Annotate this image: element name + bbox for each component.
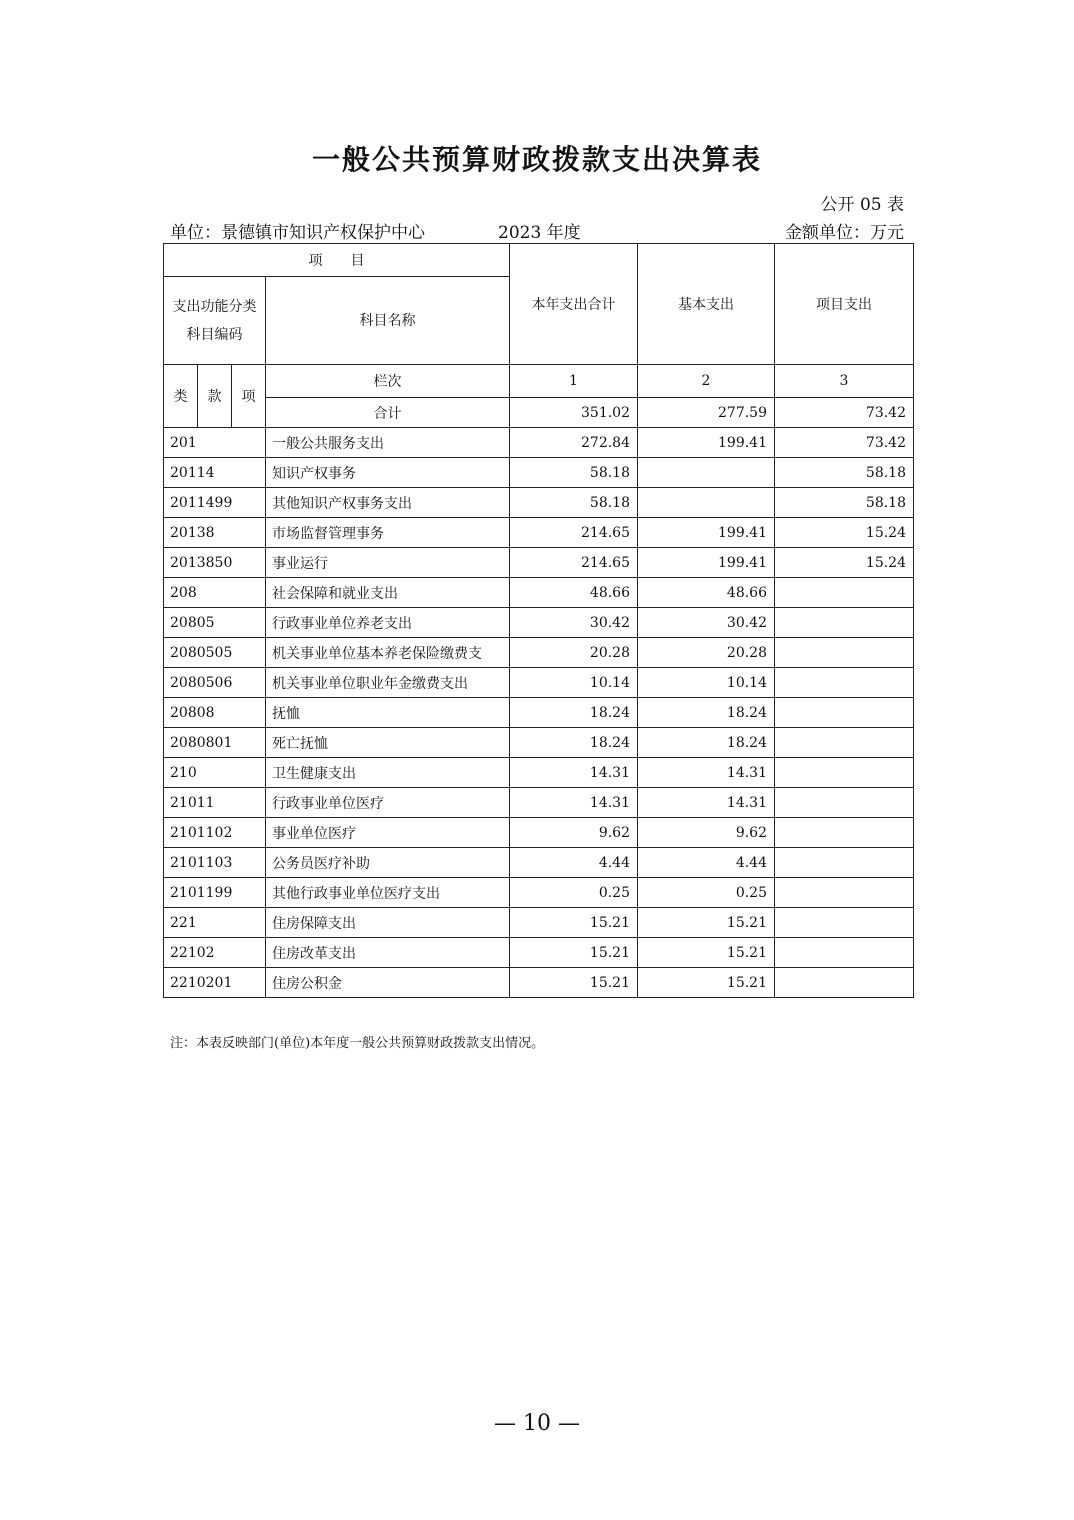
row-total: 14.31 xyxy=(510,758,638,788)
row-name: 知识产权事务 xyxy=(266,458,510,488)
table-row xyxy=(164,968,914,998)
row-name: 市场监督管理事务 xyxy=(266,518,510,548)
table-row xyxy=(164,818,914,848)
row-basic: 15.21 xyxy=(638,938,775,968)
row-name: 事业单位医疗 xyxy=(266,818,510,848)
header-project: 项目支出 xyxy=(775,244,914,365)
row-basic: 199.41 xyxy=(638,548,775,578)
total-project: 73.42 xyxy=(775,398,914,428)
row-total: 15.21 xyxy=(510,938,638,968)
table-row xyxy=(164,698,914,728)
header-row-item xyxy=(164,244,914,277)
row-total: 58.18 xyxy=(510,488,638,518)
row-code: 2101199 xyxy=(164,878,266,908)
row-code: 221 xyxy=(164,908,266,938)
table-row xyxy=(164,788,914,818)
row-name: 住房保障支出 xyxy=(266,908,510,938)
row-code: 2080505 xyxy=(164,638,266,668)
row-basic: 20.28 xyxy=(638,638,775,668)
row-total: 214.65 xyxy=(510,548,638,578)
row-name: 其他行政事业单位医疗支出 xyxy=(266,878,510,908)
table-row xyxy=(164,728,914,758)
row-basic: 18.24 xyxy=(638,698,775,728)
row-total: 58.18 xyxy=(510,458,638,488)
row-code: 20805 xyxy=(164,608,266,638)
row-total: 20.28 xyxy=(510,638,638,668)
row-code: 208 xyxy=(164,578,266,608)
expenditure-table xyxy=(163,243,914,998)
row-project xyxy=(775,968,914,998)
row-code: 21011 xyxy=(164,788,266,818)
row-project xyxy=(775,578,914,608)
table-row xyxy=(164,458,914,488)
table-row xyxy=(164,428,914,458)
row-code: 20808 xyxy=(164,698,266,728)
row-project xyxy=(775,638,914,668)
table-row xyxy=(164,608,914,638)
header-total: 本年支出合计 xyxy=(510,244,638,365)
header-col2: 2 xyxy=(638,365,775,398)
row-code: 2080506 xyxy=(164,668,266,698)
row-project xyxy=(775,938,914,968)
row-basic xyxy=(638,488,775,518)
row-total: 214.65 xyxy=(510,518,638,548)
row-name: 公务员医疗补助 xyxy=(266,848,510,878)
row-total: 15.21 xyxy=(510,968,638,998)
table-row xyxy=(164,548,914,578)
row-code: 2080801 xyxy=(164,728,266,758)
header-row-lanci xyxy=(164,365,914,398)
row-code: 2011499 xyxy=(164,488,266,518)
row-total: 30.42 xyxy=(510,608,638,638)
row-total: 14.31 xyxy=(510,788,638,818)
row-project xyxy=(775,728,914,758)
total-label: 合计 xyxy=(266,398,510,428)
row-project xyxy=(775,758,914,788)
table-row xyxy=(164,878,914,908)
row-basic: 9.62 xyxy=(638,818,775,848)
row-name: 一般公共服务支出 xyxy=(266,428,510,458)
table-row xyxy=(164,758,914,788)
page-title: 一般公共预算财政拨款支出决算表 xyxy=(311,143,762,176)
row-project xyxy=(775,818,914,848)
row-basic: 4.44 xyxy=(638,848,775,878)
row-total: 9.62 xyxy=(510,818,638,848)
row-project: 58.18 xyxy=(775,458,914,488)
row-basic: 0.25 xyxy=(638,878,775,908)
row-name: 事业运行 xyxy=(266,548,510,578)
row-project: 58.18 xyxy=(775,488,914,518)
row-total: 0.25 xyxy=(510,878,638,908)
row-name: 行政事业单位养老支出 xyxy=(266,608,510,638)
row-project xyxy=(775,848,914,878)
header-subject-name: 科目名称 xyxy=(266,277,510,365)
row-project: 15.24 xyxy=(775,518,914,548)
header-func-code-line2: 科目编码 xyxy=(186,326,243,343)
row-total: 15.21 xyxy=(510,908,638,938)
row-code: 20114 xyxy=(164,458,266,488)
row-total: 18.24 xyxy=(510,698,638,728)
row-code: 2013850 xyxy=(164,548,266,578)
row-basic: 15.21 xyxy=(638,908,775,938)
fiscal-year: 2023 年度 xyxy=(498,223,581,243)
row-code: 210 xyxy=(164,758,266,788)
row-total: 48.66 xyxy=(510,578,638,608)
row-basic: 15.21 xyxy=(638,968,775,998)
table-row xyxy=(164,578,914,608)
row-total: 4.44 xyxy=(510,848,638,878)
header-lei: 类 xyxy=(164,365,198,428)
table-row xyxy=(164,488,914,518)
table-row xyxy=(164,848,914,878)
header-item: 项 目 xyxy=(164,244,510,277)
total-row xyxy=(164,398,914,428)
row-name: 住房改革支出 xyxy=(266,938,510,968)
page-number: — 10 — xyxy=(494,1411,580,1436)
row-basic: 18.24 xyxy=(638,728,775,758)
row-total: 18.24 xyxy=(510,728,638,758)
row-basic: 199.41 xyxy=(638,428,775,458)
money-unit: 金额单位：万元 xyxy=(785,223,904,243)
row-name: 抚恤 xyxy=(266,698,510,728)
total-basic: 277.59 xyxy=(638,398,775,428)
header-col1: 1 xyxy=(510,365,638,398)
row-code: 2101103 xyxy=(164,848,266,878)
header-col3: 3 xyxy=(775,365,914,398)
header-func-code-line1: 支出功能分类 xyxy=(172,298,257,315)
row-project xyxy=(775,788,914,818)
row-project xyxy=(775,668,914,698)
table-row xyxy=(164,518,914,548)
row-basic: 10.14 xyxy=(638,668,775,698)
row-basic: 30.42 xyxy=(638,608,775,638)
header-lanci: 栏次 xyxy=(266,365,510,398)
header-xiang: 项 xyxy=(232,365,266,428)
table-row xyxy=(164,668,914,698)
row-code: 2210201 xyxy=(164,968,266,998)
header-func-code xyxy=(164,277,266,365)
table-row xyxy=(164,638,914,668)
row-basic: 14.31 xyxy=(638,788,775,818)
table-row xyxy=(164,908,914,938)
row-total: 272.84 xyxy=(510,428,638,458)
header-kuan: 款 xyxy=(198,365,232,428)
row-project xyxy=(775,608,914,638)
row-basic: 199.41 xyxy=(638,518,775,548)
header-basic: 基本支出 xyxy=(638,244,775,365)
total-sum: 351.02 xyxy=(510,398,638,428)
row-project: 15.24 xyxy=(775,548,914,578)
row-code: 2101102 xyxy=(164,818,266,848)
row-project xyxy=(775,878,914,908)
row-total: 10.14 xyxy=(510,668,638,698)
row-name: 行政事业单位医疗 xyxy=(266,788,510,818)
row-name: 死亡抚恤 xyxy=(266,728,510,758)
row-project xyxy=(775,698,914,728)
row-name: 其他知识产权事务支出 xyxy=(266,488,510,518)
row-code: 201 xyxy=(164,428,266,458)
row-name: 住房公积金 xyxy=(266,968,510,998)
row-project: 73.42 xyxy=(775,428,914,458)
table-row xyxy=(164,938,914,968)
data-rows xyxy=(164,428,914,998)
row-project xyxy=(775,908,914,938)
row-name: 卫生健康支出 xyxy=(266,758,510,788)
row-name: 机关事业单位职业年金缴费支出 xyxy=(266,668,510,698)
form-number: 公开 05 表 xyxy=(820,195,904,215)
row-code: 20138 xyxy=(164,518,266,548)
row-name: 机关事业单位基本养老保险缴费支 xyxy=(266,638,510,668)
row-basic: 14.31 xyxy=(638,758,775,788)
row-basic: 48.66 xyxy=(638,578,775,608)
row-name: 社会保障和就业支出 xyxy=(266,578,510,608)
table-note: 注：本表反映部门(单位)本年度一般公共预算财政拨款支出情况。 xyxy=(170,1036,545,1051)
unit-label: 单位：景德镇市知识产权保护中心 xyxy=(170,223,425,243)
row-code: 22102 xyxy=(164,938,266,968)
row-basic xyxy=(638,458,775,488)
